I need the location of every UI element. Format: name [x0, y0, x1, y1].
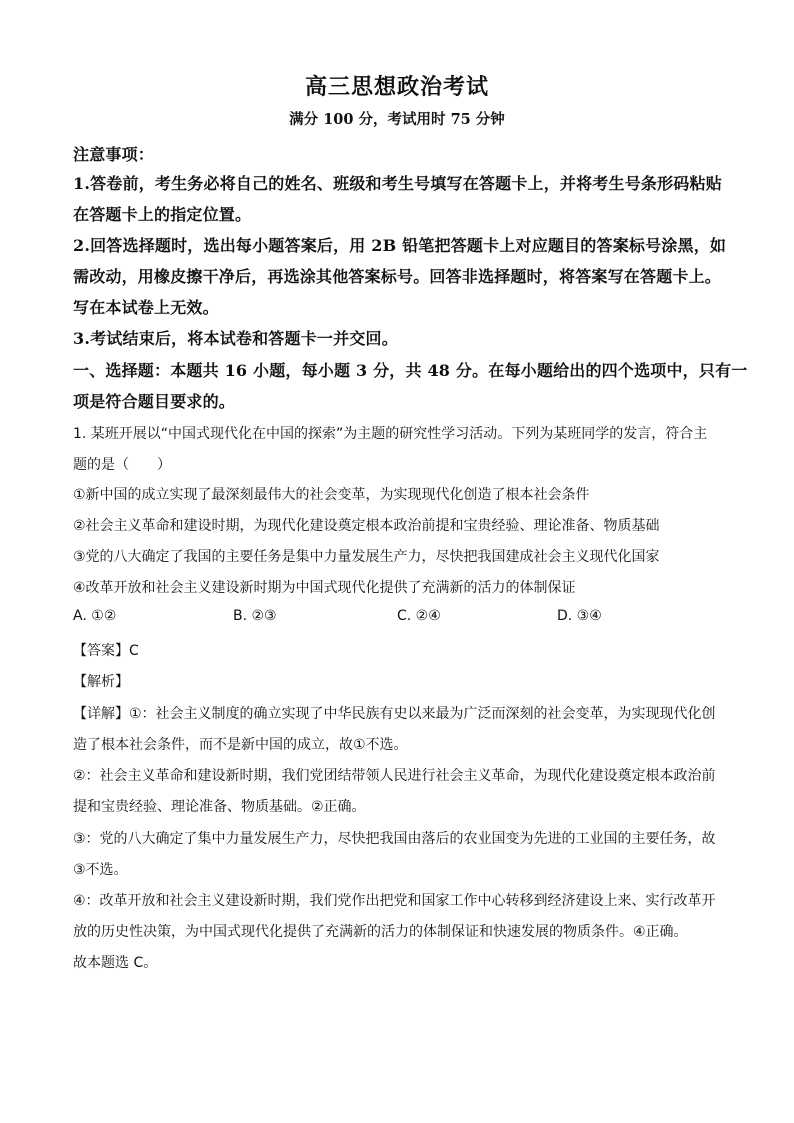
section-heading-line-2: 项是符合题目要求的。: [73, 392, 236, 411]
exam-title: 高三思想政治考试: [304, 74, 489, 100]
conclusion-text: 故本题选 C。: [73, 955, 158, 971]
notice-item-2-line-1: 2.回答选择题时，选出每小题答案后，用 2B 铅笔把答题卡上对应题目的答案标号涂黑，如: [73, 236, 727, 255]
notice-item-2-line-2: 需改动，用橡皮擦干净后，再选涂其他答案标号。回答非选择题时，将答案写在答题卡上。: [73, 267, 722, 286]
exam-subtitle: 满分 100 分，考试用时 75 分钟: [289, 111, 505, 128]
notice-item-1-line-2: 在答题卡上的指定位置。: [73, 205, 252, 224]
detail-line-8: 放的历史性决策，为中国式现代化提供了充满新的活力的体制保证和快速发展的物质条件。④正确。: [73, 924, 688, 940]
statement-4: ④改革开放和社会主义建设新时期为中国式现代化提供了充满新的活力的体制保证: [73, 580, 576, 596]
notice-item-3: 3.考试结束后，将本试卷和答题卡一并交回。: [73, 329, 398, 348]
detail-line-1: 【详解】①：社会主义制度的确立实现了中华民族有史以来最为广泛而深刻的社会变革，为实现现代化创: [73, 706, 716, 722]
statement-1: ①新中国的成立实现了最深刻最伟大的社会变革，为实现现代化创造了根本社会条件: [73, 487, 590, 503]
detail-line-5: ③：党的八大确定了集中力量发展生产力，尽快把我国由落后的农业国变为先进的工业国的主要任务，故: [73, 831, 716, 847]
notice-item-2-line-3: 写在本试卷上无效。: [73, 298, 219, 317]
detail-line-3: ②：社会主义革命和建设新时期，我们党团结带领人民进行社会主义革命，为现代化建设奠定根本政治前: [73, 768, 716, 784]
option-a: A. ①②: [73, 608, 117, 624]
detail-line-7: ④：改革开放和社会主义建设新时期，我们党作出把党和国家工作中心转移到经济建设上来、实行改革开: [73, 893, 716, 909]
statement-3: ③党的八大确定了我国的主要任务是集中力量发展生产力，尽快把我国建成社会主义现代化国家: [73, 549, 660, 565]
detail-line-6: ③不选。: [73, 862, 128, 878]
option-b: B. ②③: [233, 608, 277, 624]
option-d: D. ③④: [557, 608, 602, 624]
statement-2: ②社会主义革命和建设时期，为现代化建设奠定根本政治前提和宝贵经验、理论准备、物质基础: [73, 518, 660, 534]
section-heading-line-1: 一、选择题：本题共 16 小题，每小题 3 分，共 48 分。在每小题给出的四个选项中，只有一: [73, 361, 748, 380]
answer-label: 【答案】C: [73, 643, 139, 659]
question-stem-line-1: 1. 某班开展以“中国式现代化在中国的探索”为主题的研究性学习活动。下列为某班同学的发言，符合主: [73, 426, 708, 442]
question-stem-line-2: 题的是（ ）: [73, 457, 171, 473]
analysis-heading: 【解析】: [73, 674, 129, 690]
detail-line-4: 提和宝贵经验、理论准备、物质基础。②正确。: [73, 799, 366, 815]
detail-line-2: 造了根本社会条件，而不是新中国的成立，故①不选。: [73, 737, 408, 753]
option-c: C. ②④: [397, 608, 441, 624]
notice-heading: 注意事项：: [73, 145, 155, 164]
notice-item-1-line-1: 1.答卷前，考生务必将自己的姓名、班级和考生号填写在答题卡上，并将考生号条形码粘贴: [73, 174, 722, 193]
